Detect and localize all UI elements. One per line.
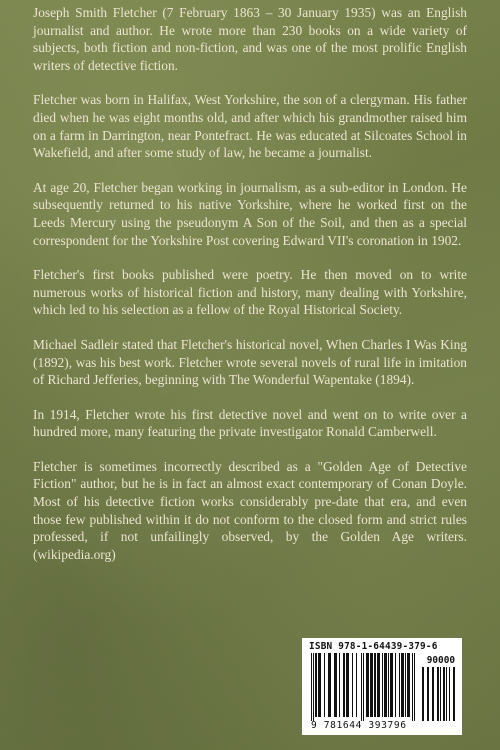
description-paragraph: In 1914, Fletcher wrote his first detective novel and went on to write over a hundred more, many featuring the private investigator Ronald Camberwell. <box>33 406 467 440</box>
ean-digits: 9 781644 393796 <box>311 720 407 731</box>
description-paragraph: Fletcher is sometimes incorrectly described as a "Golden Age of Detective Fiction" author, but he is in fact an almost exact contemporary of Conan Doyle. Most of his detective fiction works considerably pre-date that era, and even those few published within it do not conform to the closed form and strict rules professed, if not unfailingly observed, by the Golden Age writers. (wikipedia.org) <box>33 458 467 562</box>
isbn-barcode <box>302 638 462 735</box>
isbn-label: ISBN 978-1-64439-379-6 <box>309 641 438 652</box>
description-paragraph: Fletcher's first books published were poetry. He then moved on to write numerous works of historical fiction and history, many dealing with Yorkshire, which led to his selection as a fellow of the Royal Historical Society. <box>33 267 467 318</box>
book-description <box>33 4 467 580</box>
price-code: 90000 <box>426 655 455 666</box>
description-paragraph: Michael Sadleir stated that Fletcher's historical novel, When Charles I Was King (1892), was his best work. Fletcher wrote several novels of rural life in imitation of Richard Jefferies, beginning with The Wonderful Wapentake (1894). <box>33 336 467 388</box>
description-paragraph: Joseph Smith Fletcher (7 February 1863 – 30 January 1935) was an English journalist and author. He wrote more than 230 books on a wide variety of subjects, both fiction and non-fiction, and was one of the most prolific English writers of detective fiction. <box>33 5 467 73</box>
description-paragraph: At age 20, Fletcher began working in journalism, as a sub-editor in London. He subsequently returned to his native Yorkshire, where he worked first on the Leeds Mercury using the pseudonym A Son of the Soil, and then as a special correspondent for the Yorkshire Post covering Edward VII's coronation in 1902. <box>33 179 467 248</box>
description-paragraph: Fletcher was born in Halifax, West Yorkshire, the son of a clergyman. His father died when he was eight months old, and after which his grandmother raised him on a farm in Darrington, near Pontefract. He was educated at Silcoates School in Wakefield, and after some study of law, he became a journalist. <box>33 92 467 161</box>
